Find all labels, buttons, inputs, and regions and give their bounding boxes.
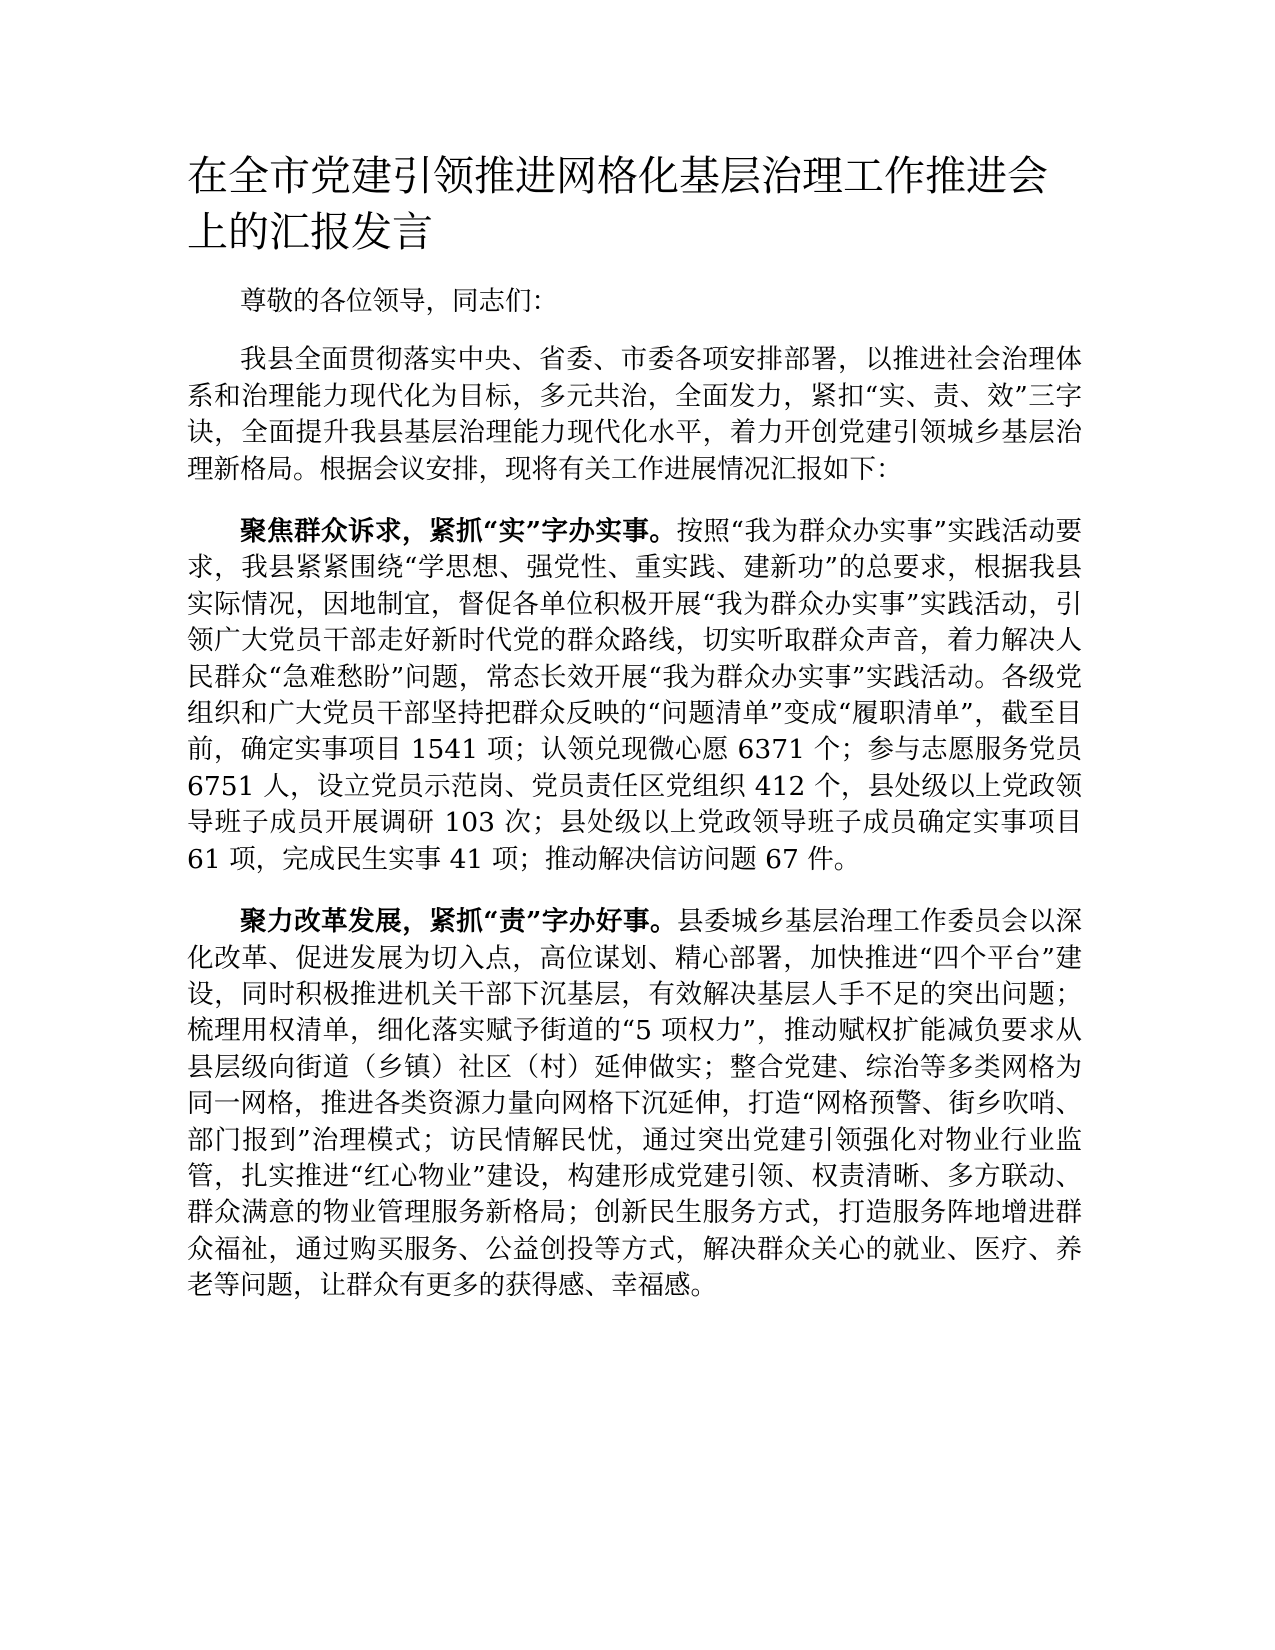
section-body-2: 县委城乡基层治理工作委员会以深化改革、促进发展为切入点，高位谋划、精心部署，加快推进“四个平台”建设，同时积极推进机关干部下沉基层，有效解决基层人手不足的突出问题；梳理用权清单，细化落实赋予街道的“5 项权力”，推动赋权扩能减负要求从县层级向街道（乡镇）社区（村）延伸做实；整合党建、综治等多类网格为同一网格，推进各类资源力量向网格下沉延伸，打造“网格预警、街乡吹哨、部门报到”治理模式；访民情解民忧，通过突出党建引领强化对物业行业监管，扎实推进“红心物业”建设，构建形成党建引领、权责清晰、多方联动、群众满意的物业管理服务新格局；创新民生服务方式，打造服务阵地增进群众福祉，通过购买服务、公益创投等方式，解决群众关心的就业、医疗、养老等问题，让群众有更多的获得感、幸福感。 [187, 906, 1082, 1302]
section-paragraph-2 [187, 904, 1082, 1304]
intro-paragraph: 我县全面贯彻落实中央、省委、市委各项安排部署，以推进社会治理体系和治理能力现代化为目标，多元共治，全面发力，紧扣“实、责、效”三字诀，全面提升我县基层治理能力现代化水平，着力开创党建引领城乡基层治理新格局。根据会议安排，现将有关工作进展情况汇报如下： [187, 344, 1082, 485]
section-paragraph-1 [187, 514, 1082, 878]
document-page [187, 148, 1082, 1331]
section-heading-1: 聚焦群众诉求，紧抓“实”字办实事。 [240, 516, 677, 548]
section-heading-2: 聚力改革发展，紧抓“责”字办好事。 [240, 906, 678, 938]
section-body-1: 按照“我为群众办实事”实践活动要求，我县紧紧围绕“学思想、强党性、重实践、建新功”的总要求，根据我县实际情况，因地制宜，督促各单位积极开展“我为群众办实事”实践活动，引领广大党员干部走好新时代党的群众路线，切实听取群众声音，着力解决人民群众“急难愁盼”问题，常态长效开展“我为群众办实事”实践活动。各级党组织和广大党员干部坚持把群众反映的“问题清单”变成“履职清单”，截至目前，确定实事项目 1541 项；认领兑现微心愿 6371 个；参与志愿服务党员 6751 人，设立党员示范岗、党员责任区党组织 412 个，县处级以上党政领导班子成员开展调研 103 次；县处级以上党政领导班子成员确定实事项目 61 项，完成民生实事 41 项；推动解决信访问题 67 件。 [187, 516, 1082, 875]
document-title: 在全市党建引领推进网格化基层治理工作推进会上的汇报发言 [187, 152, 1048, 256]
greeting-paragraph: 尊敬的各位领导，同志们： [240, 286, 558, 317]
